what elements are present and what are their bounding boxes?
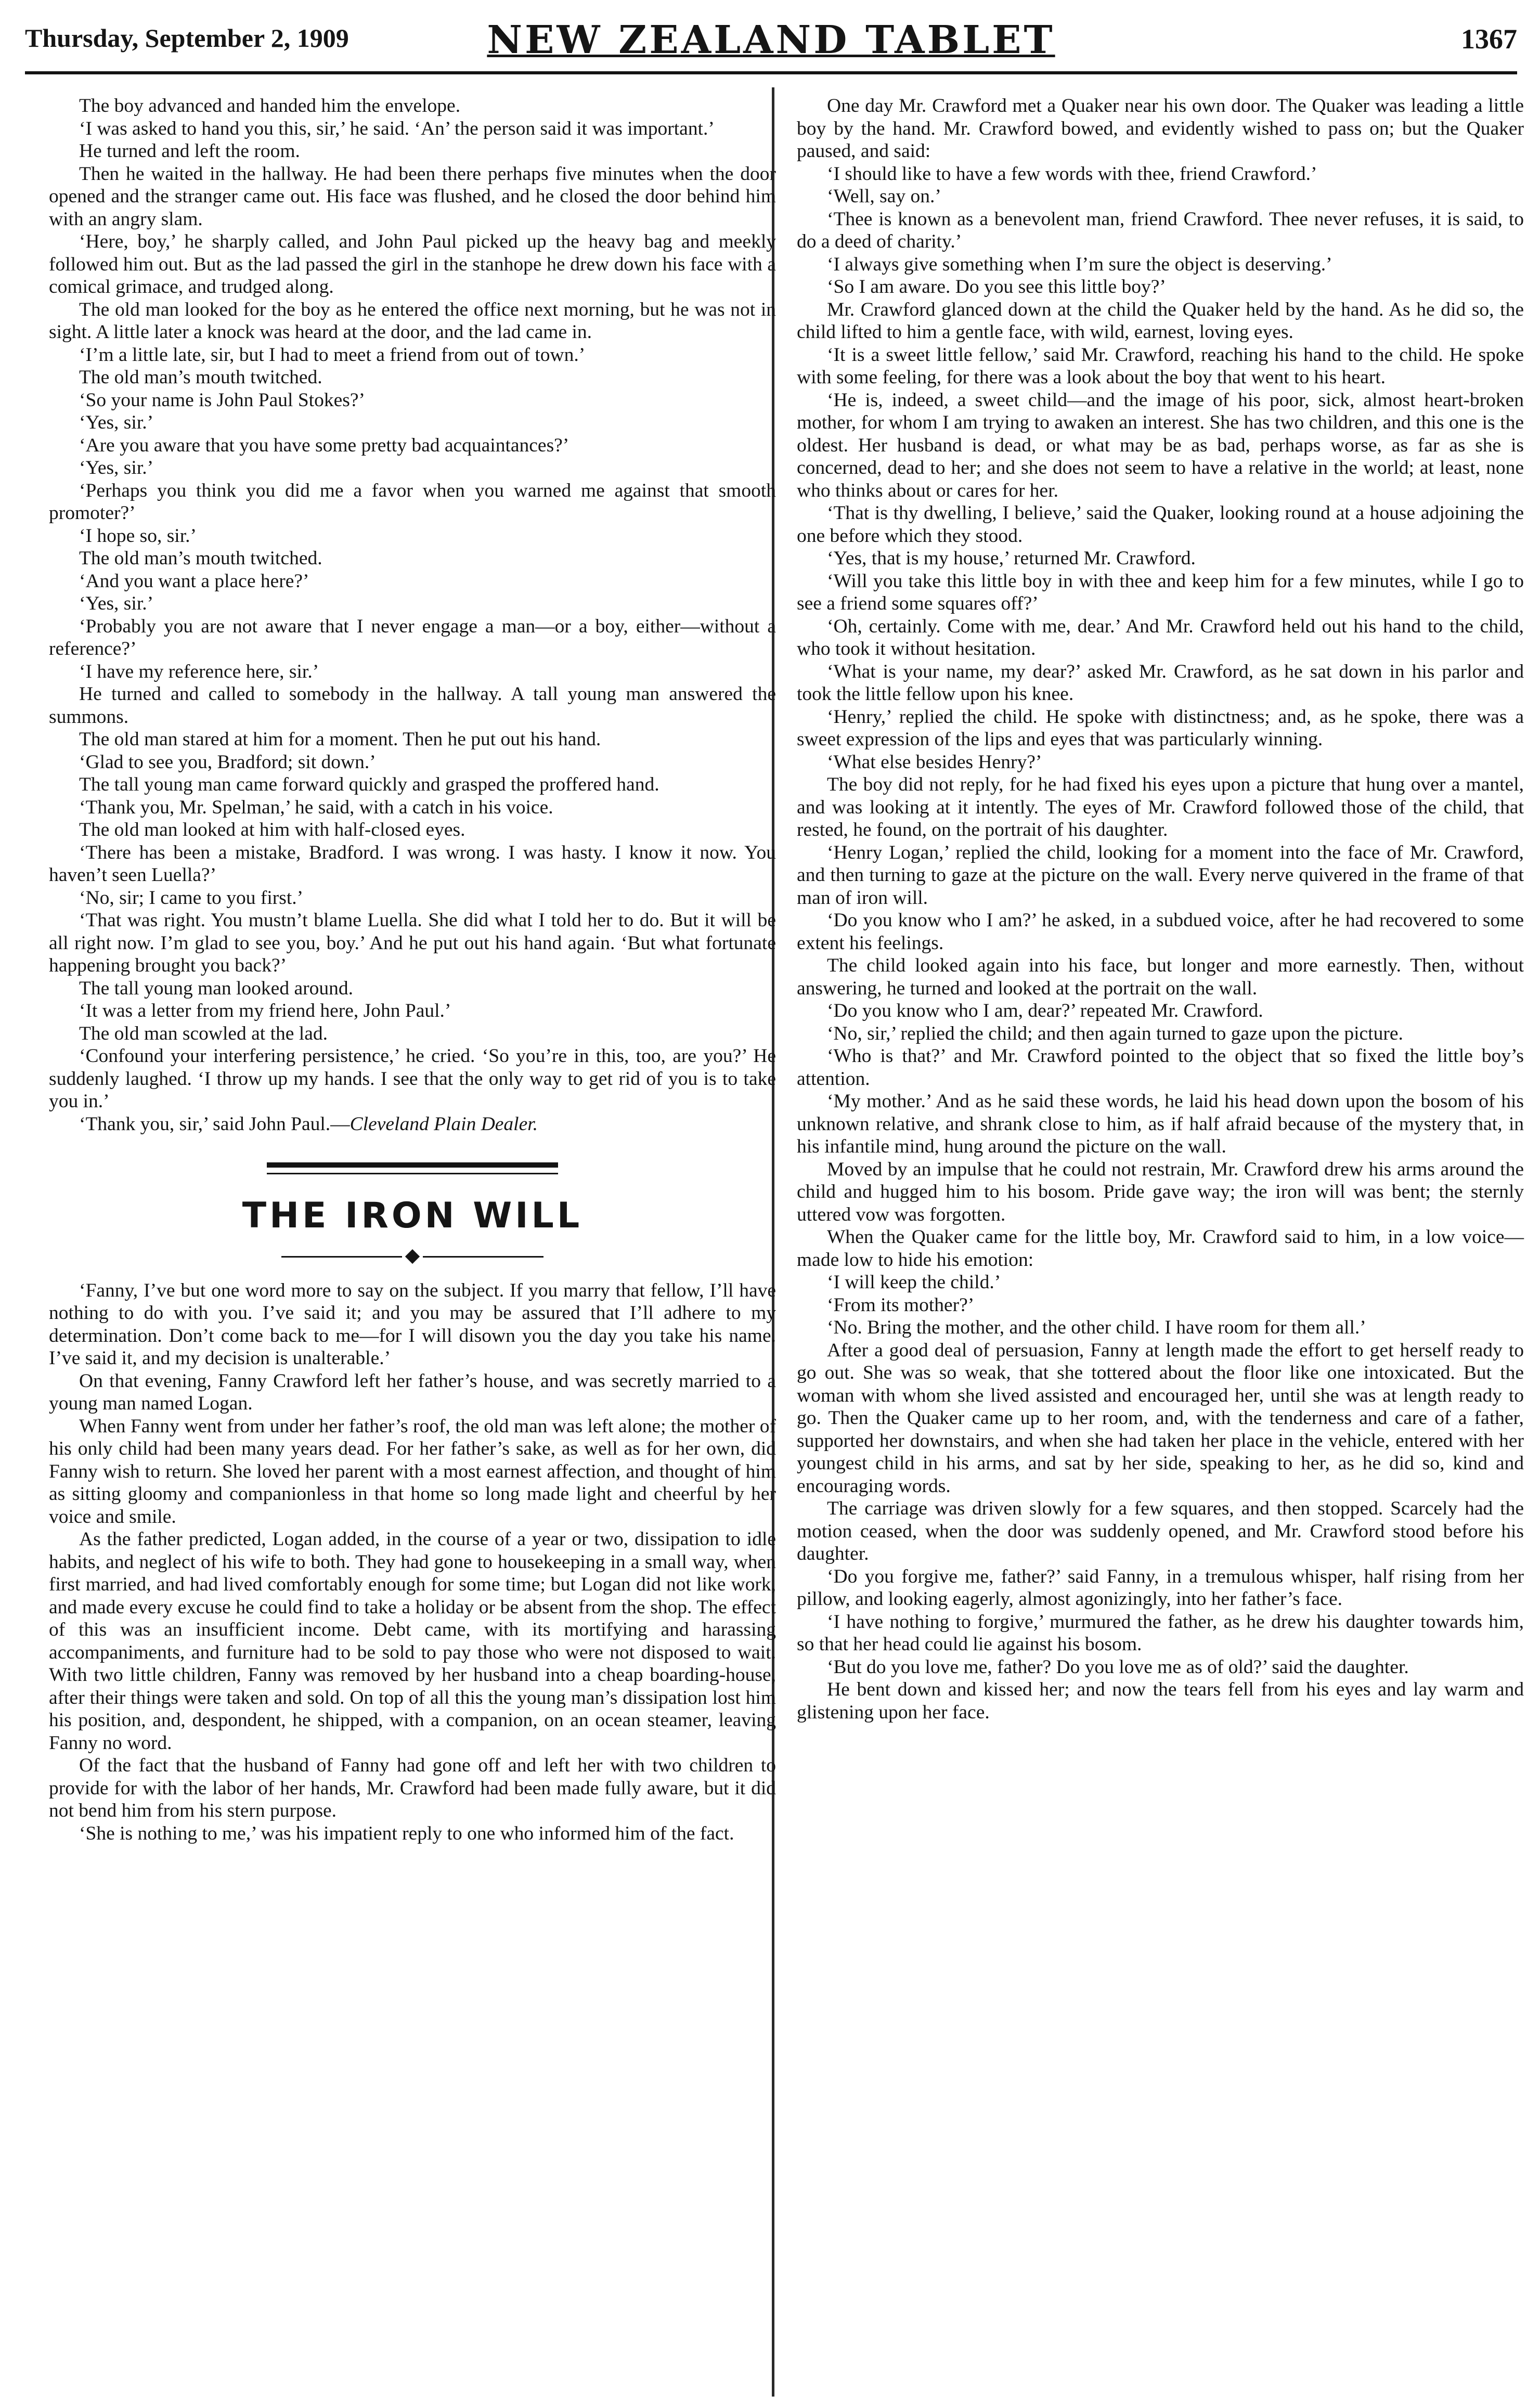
story-paragraph: ‘I have my reference here, sir.’ — [79, 661, 319, 682]
story-paragraph: Then he waited in the hallway. He had been there perhaps five minutes when the door opened and the stranger came out. His face was flushed, and he closed the door behind him with an angry slam. — [49, 163, 776, 230]
story-paragraph: ‘Are you aware that you have some pretty bad acquaintances?’ — [79, 434, 570, 456]
story-paragraph: ‘Perhaps you think you did me a favor when you warned me against that smooth promoter?’ — [49, 480, 776, 524]
article-paragraph: ‘I should like to have a few words with thee, friend Crawford.’ — [827, 163, 1317, 185]
story-paragraph: The old man stared at him for a moment. Then he put out his hand. — [79, 729, 601, 750]
article-paragraph: ‘Do you know who I am, dear?’ repeated Mr. Crawford. — [827, 1000, 1263, 1021]
story-paragraph: He turned and left the room. — [79, 140, 300, 162]
article-paragraph: One day Mr. Crawford met a Quaker near his own door. The Quaker was leading a little boy by the hand. Mr. Crawford bowed, and evidently wished to pass on; but the Quaker paused, and said: — [797, 95, 1524, 162]
left-column — [49, 95, 776, 1845]
masthead — [25, 17, 1517, 74]
article-paragraph: ‘What else besides Henry?’ — [827, 751, 1042, 773]
article-paragraph: ‘No, sir,’ replied the child; and then again turned to gaze upon the picture. — [827, 1022, 1403, 1044]
section-divider — [49, 1162, 776, 1174]
article-paragraph: ‘So I am aware. Do you see this little boy?’ — [827, 276, 1166, 297]
issue-date: Thursday, September 2, 1909 — [25, 23, 349, 53]
story-paragraph: ‘Glad to see you, Bradford; sit down.’ — [79, 751, 376, 773]
story-paragraph: ‘Probably you are not aware that I never engage a man—or a boy, either—without a reference?’ — [49, 615, 776, 659]
article-paragraph: The boy did not reply, for he had fixed his eyes upon a picture that hung over a mantel, and was looking at it intently. The eyes of Mr. Crawford followed those of the child, that rested, he found, on the portrait of his daughter. — [797, 774, 1524, 840]
article-paragraph: ‘Will you take this little boy in with thee and keep him for a few minutes, while I go to see a friend some squares off?’ — [797, 570, 1524, 614]
right-column — [797, 95, 1524, 1724]
story-continuation — [49, 95, 776, 1113]
story-paragraph: The old man scowled at the lad. — [79, 1022, 328, 1044]
story-paragraph: ‘That was right. You mustn’t blame Luella. She did what I told her to do. But it will be all right now. I’m glad to see you, boy.’ And he put out his hand again. ‘But what fortunate happening brought you back?’ — [49, 910, 776, 976]
publication-title: NEW ZEALAND TABLET — [487, 18, 1055, 62]
article-paragraph: On that evening, Fanny Crawford left her father’s house, and was secretly married to a young man named Logan. — [49, 1370, 776, 1414]
page-number: 1367 — [1461, 23, 1517, 55]
story-paragraph: The old man looked at him with half-closed eyes. — [79, 819, 465, 840]
story-paragraph: ‘Confound your interfering persistence,’ he cried. ‘So you’re in this, too, are you?’ He suddenly laughed. ‘I throw up my hands. I see that the only way to get rid of you is to take you in.’ — [49, 1045, 776, 1112]
story-closing-line — [49, 1113, 776, 1136]
article-paragraph: ‘I have nothing to forgive,’ murmured the father, as he drew his daughter towards him, so that her head could lie against his bosom. — [797, 1611, 1524, 1655]
story-paragraph: ‘Yes, sir.’ — [79, 457, 154, 478]
article-paragraph: Of the fact that the husband of Fanny had gone off and left her with two children to provide for with the labor of her hands, Mr. Crawford had been made fully aware, but it did not bend him from his stern purpose. — [49, 1755, 776, 1821]
article-paragraph: ‘No. Bring the mother, and the other child. I have room for them all.’ — [827, 1317, 1366, 1338]
story-paragraph: ‘And you want a place here?’ — [79, 570, 309, 592]
article-paragraph: ‘From its mother?’ — [827, 1294, 975, 1316]
article-paragraph: ‘What is your name, my dear?’ asked Mr. Crawford, as he sat down in his parlor and took the little fellow upon his knee. — [797, 661, 1524, 705]
story-paragraph: The boy advanced and handed him the envelope. — [79, 95, 461, 116]
article-paragraph: ‘Thee is known as a benevolent man, friend Crawford. Thee never refuses, it is said, to do a deed of charity.’ — [797, 208, 1524, 252]
article-paragraph: The child looked again into his face, but longer and more earnestly. Then, without answering, he turned and looked at the portrait on the wall. — [797, 955, 1524, 999]
article-paragraph: Mr. Crawford glanced down at the child the Quaker held by the hand. As he did so, the child lifted to him a gentle face, with wild, earnest, loving eyes. — [797, 299, 1524, 343]
article-title: THE IRON WILL — [242, 1195, 583, 1236]
article-paragraph: ‘Henry Logan,’ replied the child, looking for a moment into the face of Mr. Crawford, and then turning to gaze at the picture on the wall. Every nerve quivered in the frame of that man of iron will. — [797, 841, 1524, 909]
story-paragraph: The tall young man came forward quickly and grasped the proffered hand. — [79, 774, 659, 795]
article-paragraph: ‘My mother.’ And as he said these words, he laid his head down upon the bosom of his unknown relative, and shrank close to him, as if half afraid because of the mystery that, in his infantile mind, hung around the picture on the wall. — [797, 1091, 1524, 1157]
story-paragraph: The old man looked for the boy as he entered the office next morning, but he was not in sight. A little later a knock was heard at the door, and the lad came in. — [49, 299, 776, 343]
article-paragraph: ‘Fanny, I’ve but one word more to say on the subject. If you marry that fellow, I’ll have nothing to do with you. I’ve said it; and you may be assured that I’ll adhere to my determination. Don’t come back to me—for I will disown you the day you take his name. I’ve said it, and my decision is unalterable.’ — [49, 1279, 776, 1369]
article-paragraph: As the father predicted, Logan added, in the course of a year or two, dissipation to idle habits, and neglect of his wife to both. They had gone to housekeeping in a small way, when first married, and had lived comfortably enough for some time; but Logan did not like work, and made every excuse he could find to take a holiday or be absent from the shop. The effect of this was an insufficient income. Debt came, with its mortifying and harassing accompaniments, and furniture had to be sold to pay those who were not disposed to wait. With two little children, Fanny was removed by her husband into a cheap boarding-house, after their things were taken and sold. On top of all this the young man’s dissipation lost him his position, and, despondent, he shipped, with a companion, on an ocean steamer, leaving Fanny no word. — [49, 1529, 776, 1754]
article-paragraph: ‘It is a sweet little fellow,’ said Mr. Crawford, reaching his hand to the child. He spoke with some feeling, for there was a look about the boy that went to his heart. — [797, 344, 1524, 388]
article-paragraph: He bent down and kissed her; and now the tears fell from his eyes and lay warm and glistening upon her face. — [797, 1679, 1524, 1723]
article-paragraph: ‘I will keep the child.’ — [827, 1272, 1001, 1293]
article-body-left — [49, 1279, 776, 1845]
story-paragraph: The old man’s mouth twitched. — [79, 548, 322, 569]
story-paragraph: The old man’s mouth twitched. — [79, 367, 322, 388]
story-paragraph: ‘I’m a little late, sir, but I had to meet a friend from out of town.’ — [79, 344, 586, 366]
article-paragraph: The carriage was driven slowly for a few squares, and then stopped. Scarcely had the motion ceased, when the door was suddenly opened, and Mr. Crawford stood before his daughter. — [797, 1498, 1524, 1564]
story-paragraph: ‘Yes, sir.’ — [79, 412, 154, 433]
story-paragraph: ‘Here, boy,’ he sharply called, and John Paul picked up the heavy bag and meekly followed him out. But as the lad passed the girl in the stanhope he drew down his face with a comical grimace, and trudged along. — [49, 231, 776, 297]
article-paragraph: After a good deal of persuasion, Fanny at length made the effort to get herself ready to go out. She was so weak, that she tottered about the floor like one intoxicated. But the woman with whom she lived assisted and encouraged her, until she was at length ready to go. Then the Quaker came up to her room, and, with the tenderness and care of a father, supported her downstairs, and when she had taken her place in the vehicle, entered with her youngest child in his arms, and sat by her side, speaking to her, as he did so, kind and encouraging words. — [797, 1339, 1524, 1497]
article-paragraph: Moved by an impulse that he could not restrain, Mr. Crawford drew his arms around the child and hugged him to his bosom. Pride gave way; the iron will was bent; the sternly uttered vow was forgotten. — [797, 1158, 1524, 1225]
diamond-icon — [405, 1249, 420, 1264]
story-paragraph: He turned and called to somebody in the hallway. A tall young man answered the summons. — [49, 683, 776, 728]
divider-thick-rule — [267, 1162, 558, 1168]
ornament-line-right — [423, 1256, 543, 1258]
story-paragraph: ‘So your name is John Paul Stokes?’ — [79, 389, 365, 411]
article-paragraph: ‘I always give something when I’m sure the object is deserving.’ — [827, 253, 1332, 275]
story-paragraph: ‘No, sir; I came to you first.’ — [79, 887, 304, 909]
source-credit: Cleveland Plain Dealer. — [350, 1113, 538, 1135]
article-body-right — [797, 95, 1524, 1724]
article-paragraph: ‘Do you know who I am?’ he asked, in a subdued voice, after he had recovered to some extent his feelings. — [797, 910, 1524, 954]
closing-quote: ‘Thank you, sir,’ said John Paul.— — [79, 1113, 350, 1135]
article-paragraph: ‘Do you forgive me, father?’ said Fanny, in a tremulous whisper, half rising from her pillow, and looking eagerly, almost agonizingly, into her father’s face. — [797, 1565, 1524, 1610]
article-paragraph: ‘But do you love me, father? Do you love me as of old?’ said the daughter. — [827, 1656, 1409, 1678]
article-paragraph: ‘That is thy dwelling, I believe,’ said the Quaker, looking round at a house adjoining the one before which they stood. — [797, 502, 1524, 547]
ornament-line-left — [281, 1256, 402, 1258]
article-paragraph: ‘Well, say on.’ — [827, 186, 941, 207]
article-paragraph: When Fanny went from under her father’s roof, the old man was left alone; the mother of his only child had been many years dead. For her father’s sake, as well as for her own, did Fanny wish to return. She loved her parent with a most earnest affection, and thought of him as sitting gloomy and companionless in that home so long made light and cheerful by her voice and smile. — [49, 1415, 776, 1527]
article-paragraph: When the Quaker came for the little boy, Mr. Crawford said to him, in a low voice—made low to hide his emotion: — [797, 1226, 1524, 1271]
story-paragraph: ‘There has been a mistake, Bradford. I was wrong. I was hasty. I know it now. You haven’t seen Luella?’ — [49, 841, 776, 886]
article-paragraph: ‘Yes, that is my house,’ returned Mr. Crawford. — [827, 548, 1196, 569]
story-paragraph: ‘Thank you, Mr. Spelman,’ he said, with a catch in his voice. — [79, 796, 553, 818]
divider-thin-rule — [267, 1173, 558, 1174]
story-paragraph: ‘It was a letter from my friend here, John Paul.’ — [79, 1000, 451, 1021]
article-paragraph: ‘Henry,’ replied the child. He spoke with distinctness; and, as he spoke, there was a sweet expression of the lips and eyes that was particularly winning. — [797, 706, 1524, 750]
story-paragraph: ‘Yes, sir.’ — [79, 593, 154, 614]
article-paragraph: ‘Who is that?’ and Mr. Crawford pointed to the object that so fixed the little boy’s attention. — [797, 1045, 1524, 1090]
title-ornament — [49, 1244, 776, 1267]
story-paragraph: The tall young man looked around. — [79, 977, 353, 999]
article-paragraph: ‘He is, indeed, a sweet child—and the image of his poor, sick, almost heart-broken mother, for whom I am trying to awaken an interest. She has two children, and this one is the oldest. Her husband is dead, or what may be as bad, perhaps worse, as far as she is concerned, dead to her; and she does not seem to have a relative in the world; at least, none who thinks about or cares for her. — [797, 389, 1524, 501]
article-paragraph: ‘She is nothing to me,’ was his impatient reply to one who informed him of the fact. — [79, 1822, 734, 1844]
story-paragraph: ‘I was asked to hand you this, sir,’ he said. ‘An’ the person said it was important.’ — [79, 118, 715, 139]
story-paragraph: ‘I hope so, sir.’ — [79, 525, 197, 547]
article-paragraph: ‘Oh, certainly. Come with me, dear.’ And Mr. Crawford held out his hand to the child, who took it without hesitation. — [797, 615, 1524, 659]
